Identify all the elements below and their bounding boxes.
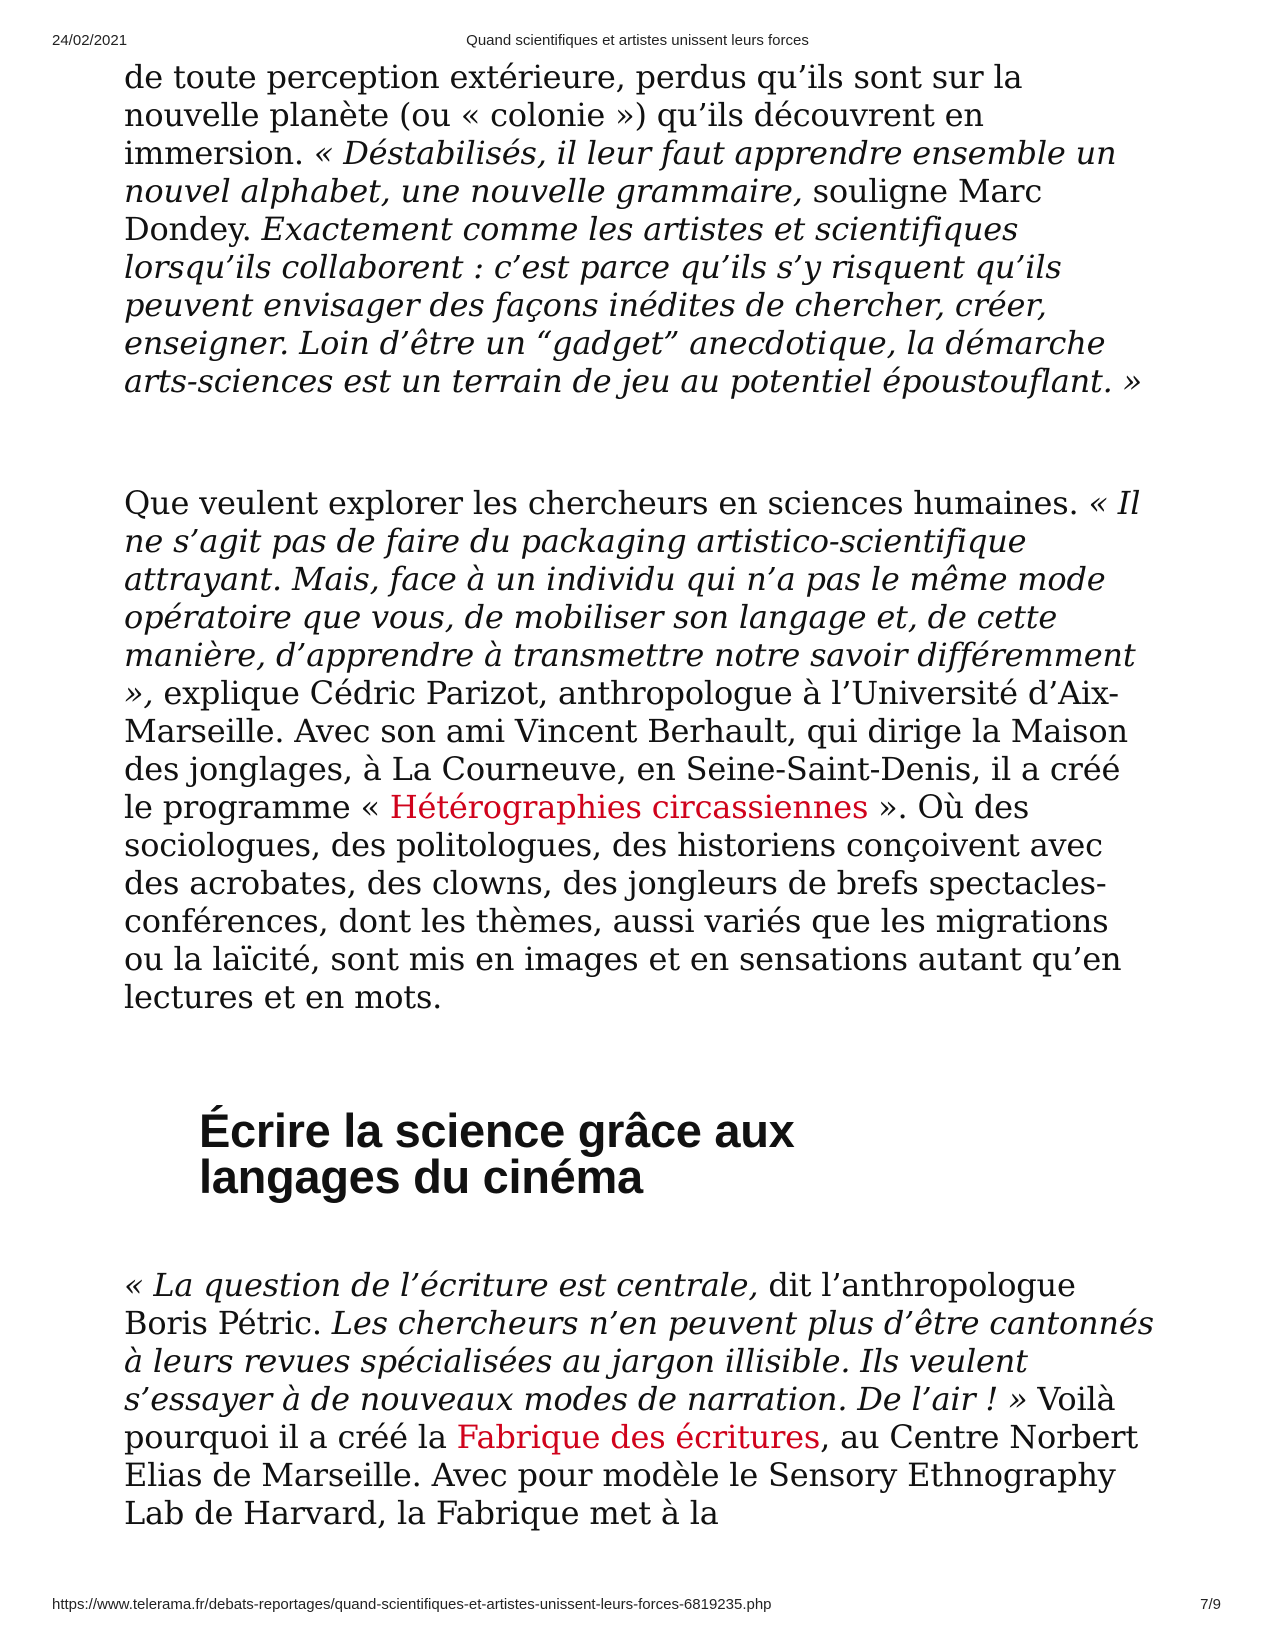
fabrique-des-ecritures-link[interactable]: Fabrique des écritures [456, 1418, 821, 1456]
section-heading: Écrire la science grâce aux langages du cinéma [199, 1104, 795, 1203]
paragraph-text: Voilà pourquoi il a créé la [124, 1380, 1116, 1456]
page-number: 7/9 [1200, 1596, 1221, 1613]
quote-text: « Déstabilisés, il leur faut apprendre ensemble un nouvel alphabet, une nouvelle grammaire, [124, 134, 1117, 210]
print-page-title: Quand scientifiques et artistes unissent leurs forces [466, 32, 809, 49]
quote-text: « La question de l’écriture est centrale, [124, 1266, 759, 1304]
paragraph-text: Que veulent explorer les chercheurs en sciences humaines. [124, 484, 1089, 522]
paragraph-text: explique Cédric Parizot, anthropologue à l’Université d’Aix-Marseille. Avec son ami Vincent Berhault, qui dirige la Maison des jonglages, à La Courneuve, en Seine-Saint-Denis, il a créé le programme « [124, 674, 1128, 826]
print-footer [0, 1596, 1275, 1616]
quote-text: Les chercheurs n’en peuvent plus d’être cantonnés à leurs revues spécialisées au jargon illisible. Ils veulent s’essayer à de nouveaux modes de narration. De l’air ! » [124, 1304, 1154, 1418]
article-paragraph-1 [124, 58, 1154, 400]
print-date: 24/02/2021 [52, 32, 128, 49]
print-url: https://www.telerama.fr/debats-reportages/quand-scientifiques-et-artistes-unissent-leurs-forces-6819235.php [52, 1596, 772, 1613]
article-paragraph-2 [124, 484, 1154, 1016]
print-header [0, 32, 1275, 52]
paragraph-text: , au Centre Norbert Elias de Marseille. Avec pour modèle le Sensory Ethnography Lab de Harvard, la Fabrique met à la [124, 1418, 1138, 1532]
article-body [124, 58, 1154, 1532]
heterographies-link[interactable]: Hétérographies circassiennes [389, 788, 869, 826]
article-paragraph-3 [124, 1266, 1154, 1532]
paragraph-text: ». Où des sociologues, des politologues, des historiens conçoivent avec des acrobates, des clowns, des jongleurs de brefs spectacles-conférences, dont les thèmes, aussi variés que les migrations ou la laïcité, sont mis en images et en sensations autant qu’en lectures et en mots. [124, 788, 1122, 1016]
paragraph-text: dit l’anthropologue Boris Pétric. [124, 1266, 1076, 1342]
paragraph-text: souligne Marc Dondey. [124, 172, 1043, 248]
quote-text: « Il ne s’agit pas de faire du packaging artistico-scientifique attrayant. Mais, face à un individu qui n’a pas le même mode opératoire que vous, de mobiliser son langage et, de cette manière, d’apprendre à transmettre notre savoir différemment », [124, 484, 1141, 712]
paragraph-text: de toute perception extérieure, perdus qu’ils sont sur la nouvelle planète (ou « colonie ») qu’ils découvrent en immersion. [124, 58, 1023, 172]
quote-text: Exactement comme les artistes et scientifiques lorsqu’ils collaborent : c’est parce qu’ils s’y risquent qu’ils peuvent envisager des façons inédites de chercher, créer, enseigner. Loin d’être un “gadget” anecdotique, la démarche arts-sciences est un terrain de jeu au potentiel époustouflant. » [124, 210, 1143, 400]
